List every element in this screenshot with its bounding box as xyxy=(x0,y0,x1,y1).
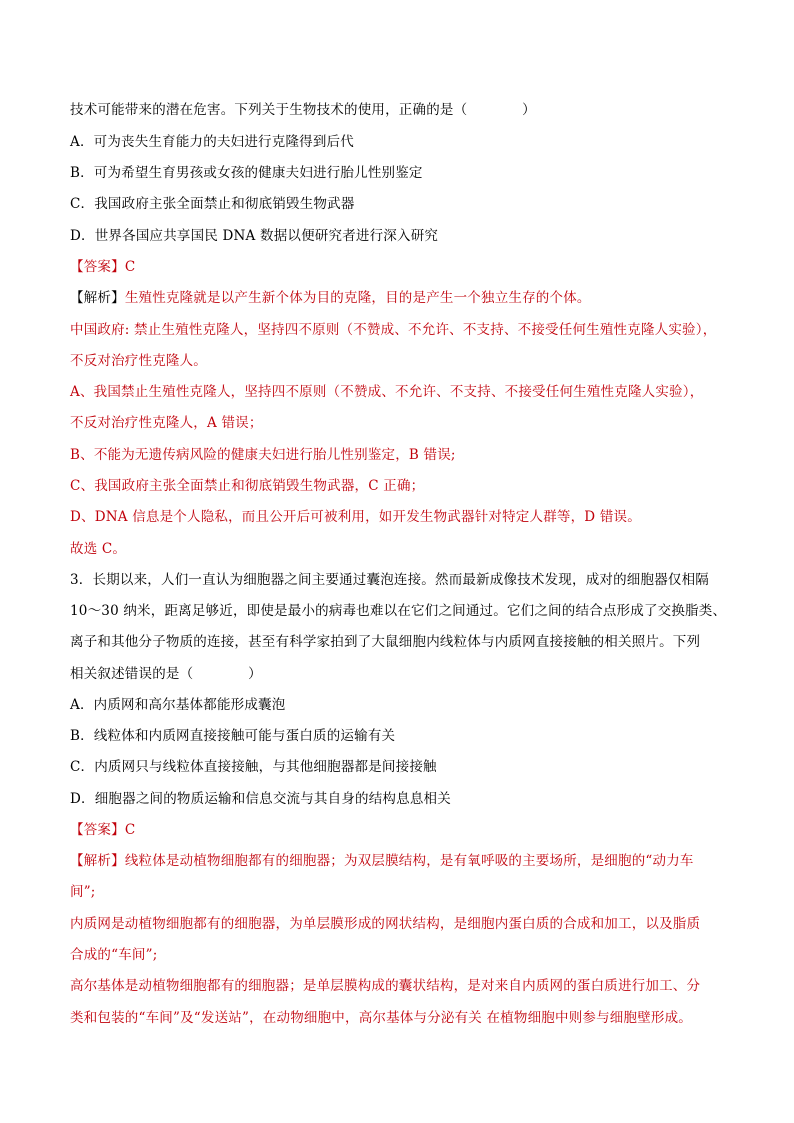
q2-analysis-line: 不反对治疗性克隆人，A 错误； xyxy=(70,415,263,431)
q3-stem-line: 10～30 纳米，距离足够近，即使是最小的病毒也难以在它们之间通过。它们之间的结合点形成了交换脂类、 xyxy=(70,603,727,619)
q2-analysis-line: 故选 C。 xyxy=(70,541,127,557)
q2-analysis-line: A、我国禁止生殖性克隆人，坚持四不原则（不赞成、不允许、不支持、不接受任何生殖性克隆人实验）， xyxy=(70,384,704,400)
q2-analysis-line: 中国政府: 禁止生殖性克隆人，坚持四不原则（不赞成、不允许、不支持、不接受任何生殖性克隆人实验）， xyxy=(70,322,717,338)
q3-stem-line: 相关叙述错误的是（ ） xyxy=(70,666,262,682)
q2-option-a: A．可为丧失生育能力的夫妇进行克隆得到后代 xyxy=(70,134,354,150)
q3-stem-line: 3．长期以来，人们一直认为细胞器之间主要通过囊泡连接。然而最新成像技术发现，成对的细胞器仅相隔 xyxy=(70,572,709,588)
q2-analysis-line: D、DNA 信息是个人隐私，而且公开后可被利用，如开发生物武器针对特定人群等，D 错误。 xyxy=(70,509,641,525)
q3-analysis-line: 合成的“车间”; xyxy=(70,947,158,963)
analysis-text: 生殖性克隆就是以产生新个体为目的克隆，目的是产生一个独立生存的个体。 xyxy=(124,290,591,306)
analysis-highlight: “车间”及“发送站” xyxy=(138,1010,250,1026)
q3-analysis-line: 间”; xyxy=(70,884,96,900)
q3-option-c: C．内质网只与线粒体直接接触，与其他细胞器都是间接接触 xyxy=(70,759,437,775)
q2-analysis-first xyxy=(70,288,591,308)
analysis-label: 【解析】 xyxy=(70,290,125,306)
analysis-text: 线粒体是动植物细胞都有的细胞器；为双层膜结构，是有氧呼吸的主要场所，是细胞的“动力车 xyxy=(124,853,694,869)
q2-answer xyxy=(70,257,135,277)
q3-analysis-line: 内质网是动植物细胞都有的细胞器，为单层膜形成的网状结构，是细胞内蛋白质的合成和加工，以及脂质 xyxy=(70,916,701,932)
analysis-label: 【解析】 xyxy=(70,853,125,869)
q2-option-b: B．可为希望生育男孩或女孩的健康夫妇进行胎儿性别鉴定 xyxy=(70,165,423,181)
q2-option-d: D．世界各国应共享国民 DNA 数据以便研究者进行深入研究 xyxy=(70,228,439,244)
q2-analysis-line: 不反对治疗性克隆人。 xyxy=(70,353,207,369)
answer-label: 【答案】 xyxy=(70,259,125,275)
answer-value: C xyxy=(124,259,136,275)
answer-value: C xyxy=(124,822,136,838)
q3-option-b: B．线粒体和内质网直接接触可能与蛋白质的运输有关 xyxy=(70,728,396,744)
q2-stem-tail: 技术可能带来的潜在危害。下列关于生物技术的使用，正确的是（ ） xyxy=(70,102,536,118)
q3-option-d: D．细胞器之间的物质运输和信息交流与其自身的结构息息相关 xyxy=(70,791,451,807)
analysis-text: 类和包装的 xyxy=(70,1010,139,1026)
q3-analysis-line: 高尔基体是动植物细胞都有的细胞器；是单层膜构成的囊状结构，是对来自内质网的蛋白质进行加工、分 xyxy=(70,978,701,994)
q2-analysis-line: C、我国政府主张全面禁止和彻底销毁生物武器，C 正确； xyxy=(70,478,425,494)
q2-option-c: C．我国政府主张全面禁止和彻底销毁生物武器 xyxy=(70,196,355,212)
analysis-text: ，在动物细胞中，高尔基体与分泌有关 在植物细胞中则参与细胞壁形成。 xyxy=(249,1010,692,1026)
answer-label: 【答案】 xyxy=(70,822,125,838)
q3-option-a: A．内质网和高尔基体都能形成囊泡 xyxy=(70,697,286,713)
q3-answer xyxy=(70,820,135,840)
q3-analysis-last-line xyxy=(70,1008,692,1028)
q3-stem-line: 离子和其他分子物质的连接，甚至有科学家拍到了大鼠细胞内线粒体与内质网直接接触的相关照片。下列 xyxy=(70,634,701,650)
q3-analysis-first xyxy=(70,851,694,871)
q2-analysis-line: B、不能为无遗传病风险的健康夫妇进行胎儿性别鉴定，B 错误; xyxy=(70,447,456,463)
